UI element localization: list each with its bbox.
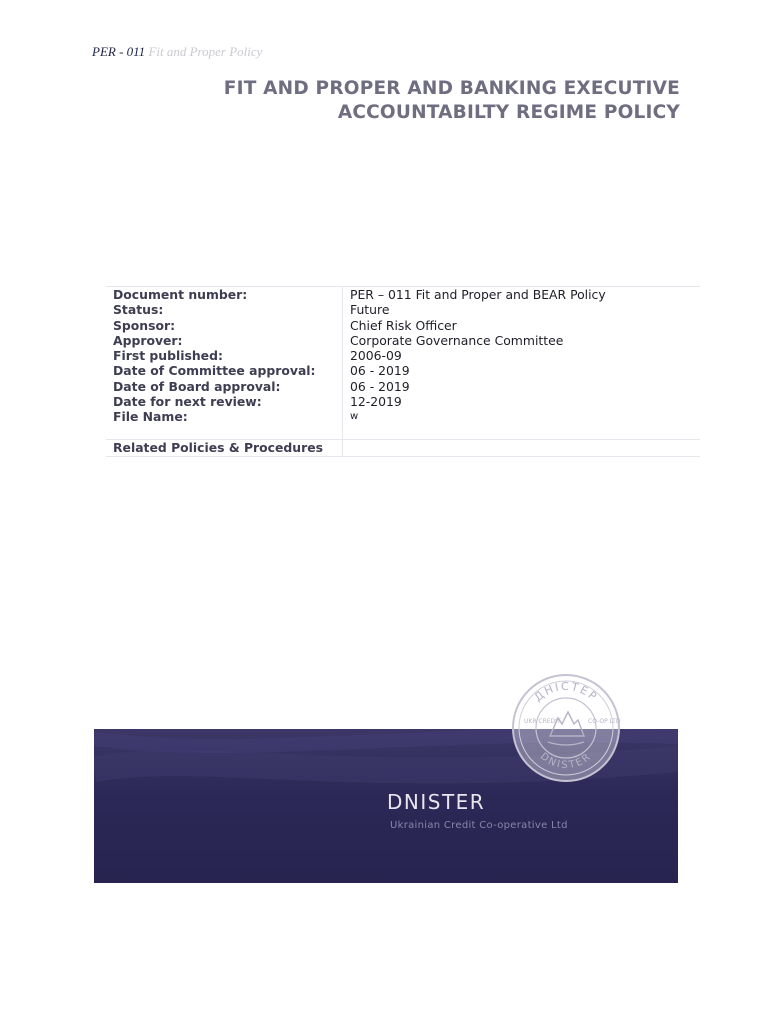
table-row (106, 318, 700, 333)
file-name-value: w (343, 409, 701, 440)
seal-top-text: ДНІСТЕР (531, 679, 601, 705)
related-policies-value (343, 440, 701, 457)
sponsor-value: Chief Risk Officer (350, 317, 457, 333)
table-row (106, 333, 700, 348)
committee-approval-value: 06 - 2019 (350, 363, 410, 379)
first-published-label: First published: (106, 348, 343, 363)
cooperative-seal-logo (510, 672, 622, 784)
header-document-code: PER - 011 (92, 44, 146, 59)
approver-value: Corporate Governance Committee (350, 332, 564, 348)
table-row (106, 440, 700, 457)
header-document-name: Fit and Proper Policy (148, 44, 263, 59)
next-review-label: Date for next review: (106, 394, 343, 409)
document-metadata-table (106, 286, 700, 457)
table-row (106, 409, 700, 440)
board-approval-label: Date of Board approval: (106, 379, 343, 394)
brand-name: DNISTER (387, 790, 486, 814)
status-label: Status: (106, 302, 343, 317)
brand-tagline: Ukrainian Credit Co-operative Ltd (390, 820, 568, 831)
running-header (92, 44, 262, 60)
document-number-value: PER – 011 Fit and Proper and BEAR Policy (343, 287, 701, 303)
seal-left-text: UKR CREDIT (524, 718, 561, 725)
table-row (106, 302, 700, 317)
table-row (106, 394, 700, 409)
table-row (106, 287, 700, 303)
table-row (106, 363, 700, 378)
table-row (106, 348, 700, 363)
document-title (150, 77, 680, 125)
approver-label: Approver: (106, 333, 343, 348)
table-row (106, 379, 700, 394)
next-review-value: 12-2019 (350, 394, 402, 410)
related-policies-label: Related Policies & Procedures (106, 440, 343, 457)
seal-right-text: CO-OP LTD (588, 718, 621, 725)
seal-bottom-text: DNISTER (537, 750, 595, 772)
committee-approval-label: Date of Committee approval: (106, 363, 343, 378)
status-value: Future (350, 302, 390, 318)
first-published-value: 2006-09 (350, 348, 402, 364)
board-approval-value: 06 - 2019 (350, 378, 410, 394)
title-line-2: ACCOUNTABILTY REGIME POLICY (337, 102, 680, 123)
file-name-label: File Name: (106, 409, 343, 440)
sponsor-label: Sponsor: (106, 318, 343, 333)
document-number-label: Document number: (106, 287, 343, 303)
title-line-1: FIT AND PROPER AND BANKING EXECUTIVE (223, 78, 680, 99)
